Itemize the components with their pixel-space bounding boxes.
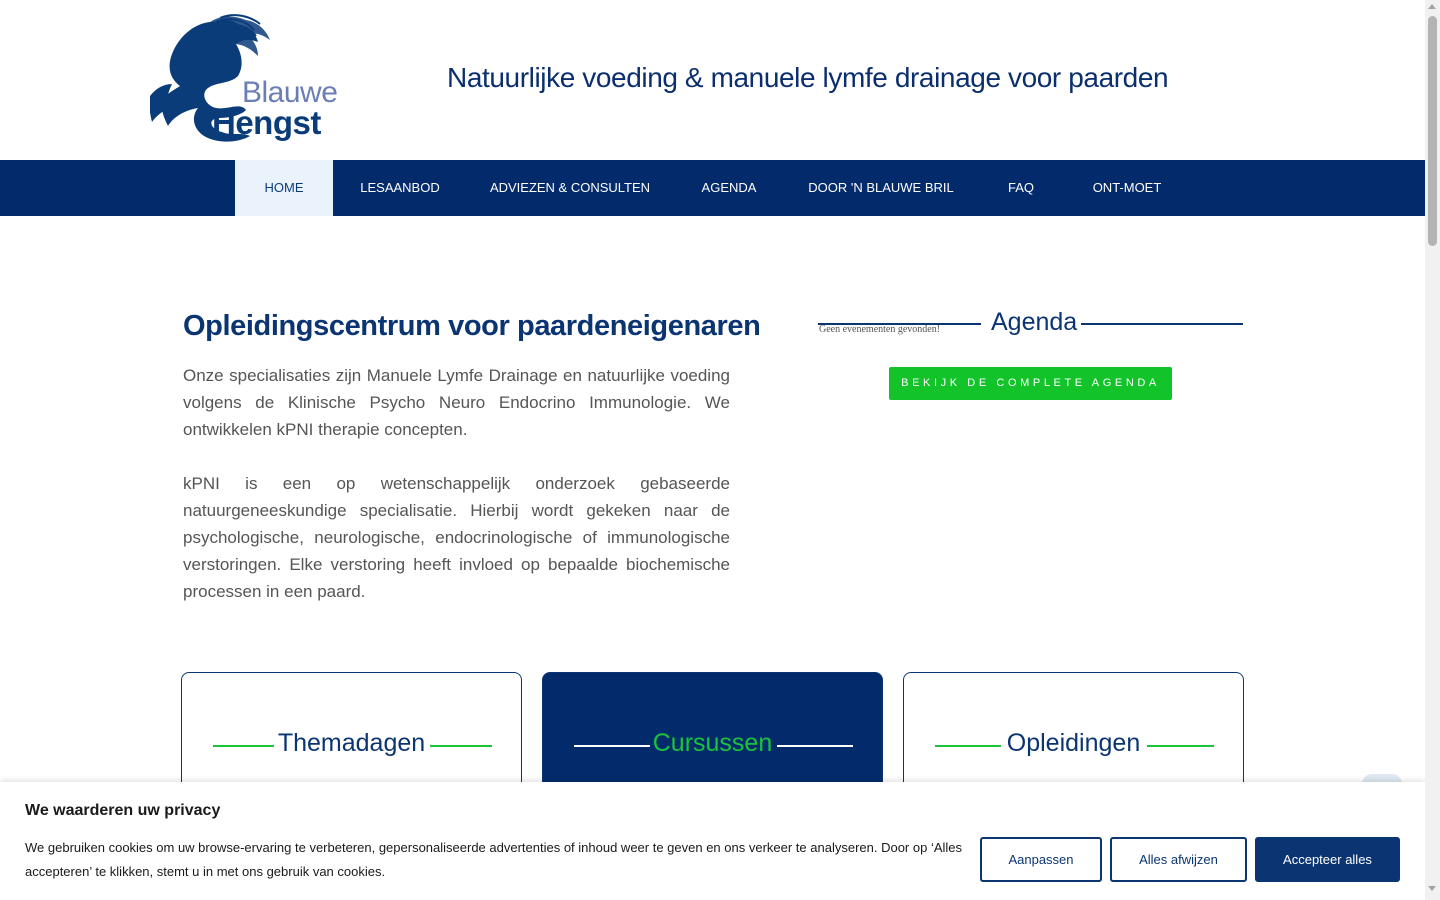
logo-text-hengst: Hengst xyxy=(212,104,321,141)
cookie-description: We gebruiken cookies om uw browse-ervaring te verbeteren, gepersonaliseerde advertenties of inhoud weer te geven en ons verkeer te analyseren. Door op ‘Alles accepteren’ te klikken, stemt u in met ons gebruik van cookies. xyxy=(25,840,963,879)
agenda-heading: Agenda xyxy=(991,308,1078,336)
cookie-reject-all-button[interactable]: Alles afwijzen xyxy=(1110,837,1247,882)
scrollbar-thumb[interactable] xyxy=(1428,16,1437,246)
cookie-customize-button[interactable]: Aanpassen xyxy=(980,837,1102,882)
scroll-up-icon[interactable] xyxy=(1428,4,1436,9)
card-title: Opleidingen xyxy=(1006,729,1141,757)
logo-text-blauwe: Blauwe xyxy=(242,76,338,109)
nav-item-lesaanbod[interactable]: LESAANBOD xyxy=(360,180,440,195)
nav-item-adviezen-consulten[interactable]: ADVIEZEN & CONSULTEN xyxy=(489,180,651,195)
card-divider-right xyxy=(430,745,492,747)
intro-paragraph-1: Onze specialisaties zijn Manuele Lymfe Drainage en natuurlijke voeding volgens de Klinische Psycho Neuro Endocrino Immunologie. We ontwikkelen kPNI therapie concepten. xyxy=(183,366,730,439)
intro-paragraph-2: kPNI is een op wetenschappelijk onderzoek gebaseerde natuurgeneeskundige specialisatie. Hierbij wordt gekeken naar de psychologische, neurologische, endocrinologische of immunologische verstoringen. Elke verstoring heeft invloed op bepaalde biochemische processen in een paard. xyxy=(183,474,730,601)
card-divider-right xyxy=(1147,745,1214,747)
nav-item-home[interactable]: HOME xyxy=(235,160,333,216)
agenda-divider-right xyxy=(1081,323,1243,325)
page-scrollbar[interactable] xyxy=(1425,0,1440,900)
main-nav xyxy=(0,160,1425,216)
nav-item-ont-moet[interactable]: ONT-MOET xyxy=(1092,180,1162,195)
view-full-agenda-button[interactable]: BEKIJK DE COMPLETE AGENDA xyxy=(889,367,1172,400)
cookie-consent-banner xyxy=(0,782,1425,900)
nav-item-door-n-blauwe-bril[interactable]: DOOR 'N BLAUWE BRIL xyxy=(808,180,954,195)
nav-item-agenda[interactable]: AGENDA xyxy=(701,180,757,195)
cookie-title: We waarderen uw privacy xyxy=(25,802,221,819)
scroll-down-icon[interactable] xyxy=(1428,886,1436,891)
card-divider-right xyxy=(777,745,853,747)
nav-item-faq[interactable]: FAQ xyxy=(1007,180,1034,195)
agenda-empty-message: Geen evenementen gevonden! xyxy=(819,324,941,335)
cookie-accept-all-button[interactable]: Accepteer alles xyxy=(1255,837,1400,882)
page-title: Opleidingscentrum voor paardeneigenaren xyxy=(183,310,761,342)
site-tagline: Natuurlijke voeding & manuele lymfe drainage voor paarden xyxy=(447,62,1169,93)
site-header xyxy=(0,0,1425,160)
card-title: Cursussen xyxy=(652,729,773,757)
card-title: Themadagen xyxy=(277,729,426,757)
